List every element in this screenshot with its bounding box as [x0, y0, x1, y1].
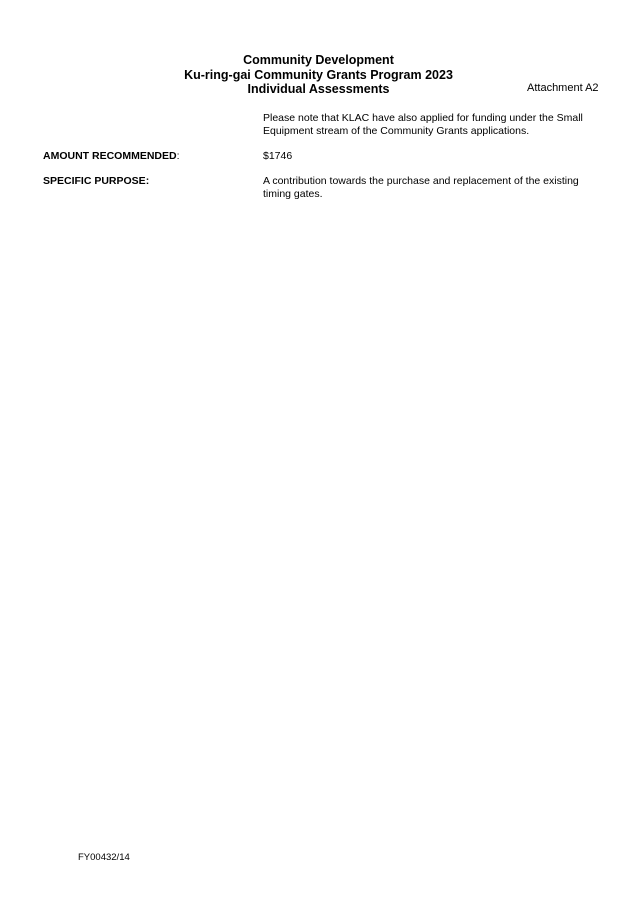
- amount-recommended-label: [43, 150, 180, 163]
- funding-note: Please note that KLAC have also applied for funding under the Small Equipment stream of the Community Grants applications.: [263, 112, 583, 137]
- section-title: Individual Assessments: [247, 82, 390, 96]
- amount-recommended-label-colon: :: [176, 150, 180, 162]
- specific-purpose-label-text: SPECIFIC PURPOSE:: [43, 175, 150, 187]
- specific-purpose-label: [43, 175, 149, 188]
- amount-recommended-label-text: AMOUNT RECOMMENDED: [43, 150, 177, 162]
- specific-purpose-value: A contribution towards the purchase and replacement of the existing timing gates.: [263, 175, 579, 200]
- document-reference: FY00432/14: [78, 852, 130, 863]
- amount-recommended-value: $1746: [263, 150, 293, 162]
- attachment-label: Attachment A2: [527, 82, 599, 94]
- department-title: Community Development: [243, 53, 394, 67]
- program-title: Ku-ring-gai Community Grants Program 2023: [184, 67, 453, 82]
